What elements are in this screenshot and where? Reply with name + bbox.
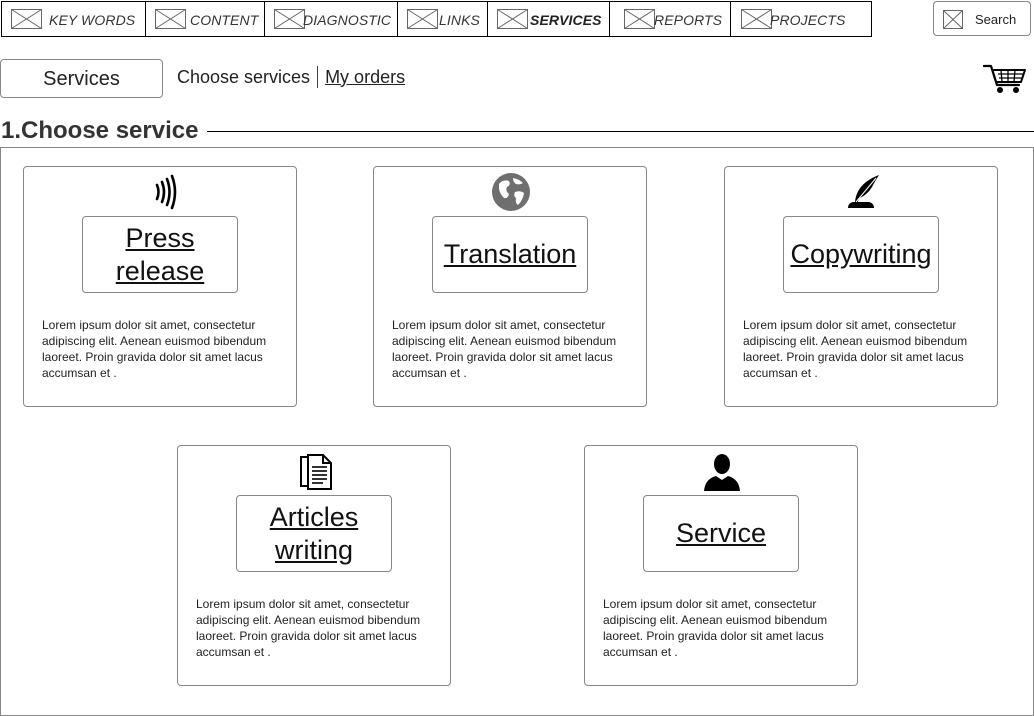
nav-item-label: SERVICES <box>530 12 602 28</box>
articles-writing-button[interactable]: Articles writing <box>236 495 392 572</box>
top-nav <box>1 1 872 37</box>
service-card-service <box>584 445 858 686</box>
nav-item-reports[interactable] <box>610 2 731 36</box>
service-button[interactable]: Service <box>643 495 799 572</box>
nav-item-key-words[interactable] <box>2 2 146 36</box>
image-placeholder-icon <box>624 9 655 29</box>
nav-item-label: REPORTS <box>654 12 723 28</box>
shopping-cart-icon[interactable] <box>983 62 1027 96</box>
service-card-translation <box>373 166 647 407</box>
translation-button[interactable]: Translation <box>432 216 588 293</box>
wireless-signal-icon <box>141 172 181 212</box>
service-card-press-release <box>23 166 297 407</box>
service-card-copywriting <box>724 166 998 407</box>
image-placeholder-icon <box>155 9 186 29</box>
image-placeholder-icon <box>741 9 772 29</box>
nav-item-label: LINKS <box>439 12 480 28</box>
nav-item-projects[interactable] <box>731 2 871 36</box>
search-button[interactable] <box>933 1 1031 36</box>
globe-icon <box>491 172 531 212</box>
card-description: Lorem ipsum dolor sit amet, consectetur adipiscing elit. Aenean euismod bibendum laoreet. Proin gravida dolor sit amet lacus accumsan et . <box>743 318 968 380</box>
section-title: 1.Choose service <box>1 117 199 144</box>
nav-item-label: PROJECTS <box>770 12 846 28</box>
image-placeholder-icon <box>407 9 438 29</box>
image-placeholder-icon <box>943 10 963 29</box>
choose-services-link[interactable]: Choose services <box>177 66 311 87</box>
copywriting-button[interactable]: Copywriting <box>783 216 939 293</box>
quill-pen-icon <box>842 172 882 212</box>
nav-item-services[interactable] <box>488 2 610 36</box>
nav-item-label: KEY WORDS <box>49 12 136 28</box>
image-placeholder-icon <box>11 9 42 29</box>
nav-item-content[interactable] <box>146 2 265 36</box>
press-release-button[interactable]: Press release <box>82 216 238 293</box>
nav-item-label: CONTENT <box>190 12 259 28</box>
nav-item-links[interactable] <box>398 2 488 36</box>
service-card-articles-writing <box>177 445 451 686</box>
my-orders-link[interactable]: My orders <box>325 66 406 87</box>
image-placeholder-icon <box>274 9 305 29</box>
image-placeholder-icon <box>497 9 528 29</box>
documents-icon <box>295 451 335 491</box>
card-description: Lorem ipsum dolor sit amet, consectetur adipiscing elit. Aenean euismod bibendum laoreet. Proin gravida dolor sit amet lacus accumsan et . <box>196 597 421 659</box>
nav-item-diagnostic[interactable] <box>265 2 398 36</box>
user-icon <box>702 451 742 491</box>
services-button[interactable]: Services <box>0 59 163 98</box>
search-label: Search <box>975 12 1017 27</box>
card-description: Lorem ipsum dolor sit amet, consectetur adipiscing elit. Aenean euismod bibendum laoreet. Proin gravida dolor sit amet lacus accumsan et . <box>392 318 617 380</box>
section-divider <box>207 131 1034 132</box>
nav-item-label: DIAGNOSTIC <box>303 12 392 28</box>
sub-nav <box>177 65 405 89</box>
card-description: Lorem ipsum dolor sit amet, consectetur adipiscing elit. Aenean euismod bibendum laoreet. Proin gravida dolor sit amet lacus accumsan et . <box>603 597 828 659</box>
card-description: Lorem ipsum dolor sit amet, consectetur adipiscing elit. Aenean euismod bibendum laoreet. Proin gravida dolor sit amet lacus accumsan et . <box>42 318 267 380</box>
